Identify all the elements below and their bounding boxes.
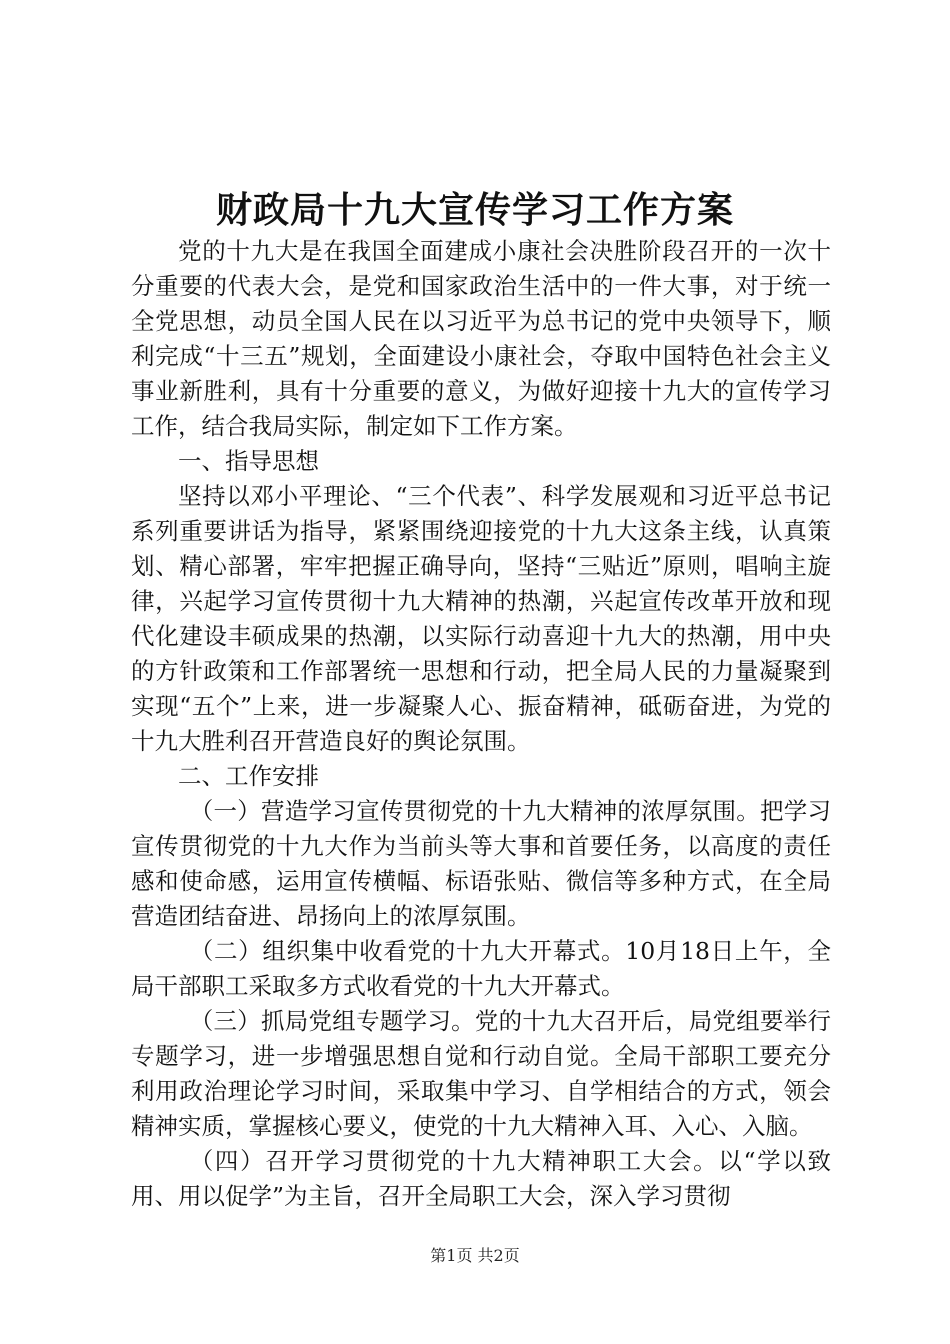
work-item-1: （一）营造学习宣传贯彻党的十九大精神的浓厚氛围。把学习宣传贯彻党的十九大作为当前头等大事和首要任务，以高度的责任感和使命感，运用宣传横幅、标语张贴、微信等多种方式，在全局营造团结奋进、昂扬向上的浓厚氛围。 — [131, 797, 831, 930]
page-footer: 第1页 共2页 — [430, 1246, 520, 1265]
document-body — [131, 234, 831, 1214]
section-heading-work-arrangement: 二、工作安排 — [178, 762, 319, 790]
document-title: 财政局十九大宣传学习工作方案 — [215, 189, 734, 231]
section-heading-guiding-ideology: 一、指导思想 — [178, 447, 319, 475]
work-item-2: （二）组织集中收看党的十九大开幕式。10月18日上午，全局干部职工采取多方式收看党的十九大开幕式。 — [131, 937, 831, 1000]
work-item-3: （三）抓局党组专题学习。党的十九大召开后，局党组要举行专题学习，进一步增强思想自觉和行动自觉。全局干部职工要充分利用政治理论学习时间，采取集中学习、自学相结合的方式，领会精神实质，掌握核心要义，使党的十九大精神入耳、入心、入脑。 — [131, 1007, 831, 1140]
work-item-4: （四）召开学习贯彻党的十九大精神职工大会。以“学以致用、用以促学”为主旨，召开全局职工大会，深入学习贯彻 — [131, 1147, 831, 1210]
guiding-ideology-paragraph: 坚持以邓小平理论、“三个代表”、科学发展观和习近平总书记系列重要讲话为指导，紧紧围绕迎接党的十九大这条主线，认真策划、精心部署，牢牢把握正确导向，坚持“三贴近”原则，唱响主旋律，兴起学习宣传贯彻十九大精神的热潮，兴起宣传改革开放和现代化建设丰硕成果的热潮，以实际行动喜迎十九大的热潮，用中央的方针政策和工作部署统一思想和行动，把全局人民的力量凝聚到实现“五个”上来，进一步凝聚人心、振奋精神，砥砺奋进，为党的十九大胜利召开营造良好的舆论氛围。 — [131, 482, 831, 755]
intro-paragraph: 党的十九大是在我国全面建成小康社会决胜阶段召开的一次十分重要的代表大会，是党和国家政治生活中的一件大事，对于统一全党思想，动员全国人民在以习近平为总书记的党中央领导下，顺利完成“十三五”规划，全面建设小康社会，夺取中国特色社会主义事业新胜利，具有十分重要的意义，为做好迎接十九大的宣传学习工作，结合我局实际，制定如下工作方案。 — [131, 237, 831, 440]
